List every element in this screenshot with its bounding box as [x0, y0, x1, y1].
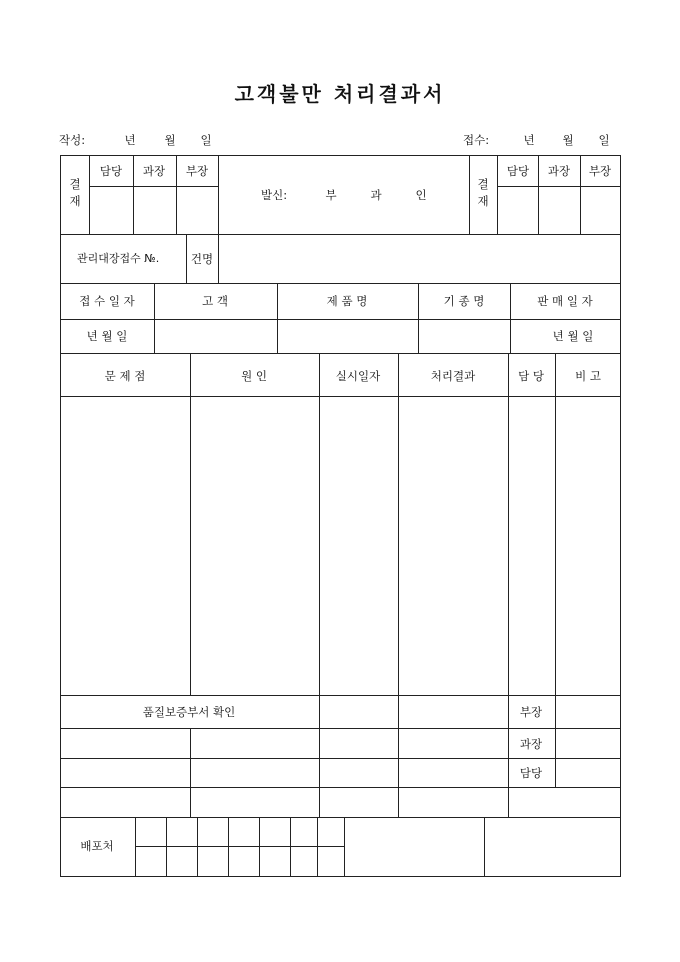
- management-number-label: 관리대장접수 №.: [77, 252, 160, 265]
- qa-role-staff: 담당: [519, 766, 543, 780]
- sender-char-1: 부: [325, 188, 337, 202]
- header-remarks: 비 고: [575, 369, 601, 383]
- approval-right-staff: 담당: [506, 164, 530, 178]
- qa-role-manager: 과장: [519, 737, 543, 751]
- document-title: 고객불만 처리결과서: [234, 82, 446, 106]
- written-day: 일: [200, 133, 212, 147]
- header-result: 처리결과: [430, 369, 476, 383]
- received-label: 접수:: [463, 133, 490, 147]
- date-row-received: 년 월 일: [86, 329, 128, 343]
- written-month: 월: [164, 133, 176, 147]
- approval-left-director: 부장: [185, 164, 209, 178]
- subject-label: 건명: [190, 252, 214, 266]
- sender-char-3: 인: [415, 188, 427, 202]
- info-header-model: 기 종 명: [443, 294, 485, 308]
- written-year: 년: [124, 133, 136, 147]
- approval-left-manager: 과장: [142, 164, 166, 178]
- received-day: 일: [598, 133, 610, 147]
- info-header-received-date: 접 수 일 자: [79, 294, 135, 308]
- sender-char-2: 과: [370, 188, 382, 202]
- received-month: 월: [562, 133, 574, 147]
- header-execution-date: 실시일자: [335, 369, 381, 383]
- approval-right-director: 부장: [588, 164, 612, 178]
- qa-confirm-label: 품질보증부서 확인: [142, 705, 236, 719]
- approval-left-staff: 담당: [99, 164, 123, 178]
- header-cause: 원 인: [241, 369, 267, 383]
- header-person: 담 당: [518, 369, 544, 383]
- approval-left-label: 결 재: [69, 177, 81, 208]
- written-label: 작성:: [59, 133, 86, 147]
- approval-right-label: 결 재: [477, 177, 489, 208]
- info-header-product: 제 품 명: [326, 294, 368, 308]
- sender-label: 발신:: [261, 188, 288, 202]
- distribution-label: 배포처: [80, 839, 114, 853]
- info-header-sale-date: 판 매 일 자: [537, 294, 593, 308]
- info-header-customer: 고 객: [202, 294, 228, 308]
- header-problem: 문 제 점: [104, 369, 146, 383]
- received-year: 년: [523, 133, 535, 147]
- approval-right-manager: 과장: [547, 164, 571, 178]
- qa-role-director: 부장: [519, 705, 543, 719]
- date-row-sale: 년 월 일: [552, 329, 594, 343]
